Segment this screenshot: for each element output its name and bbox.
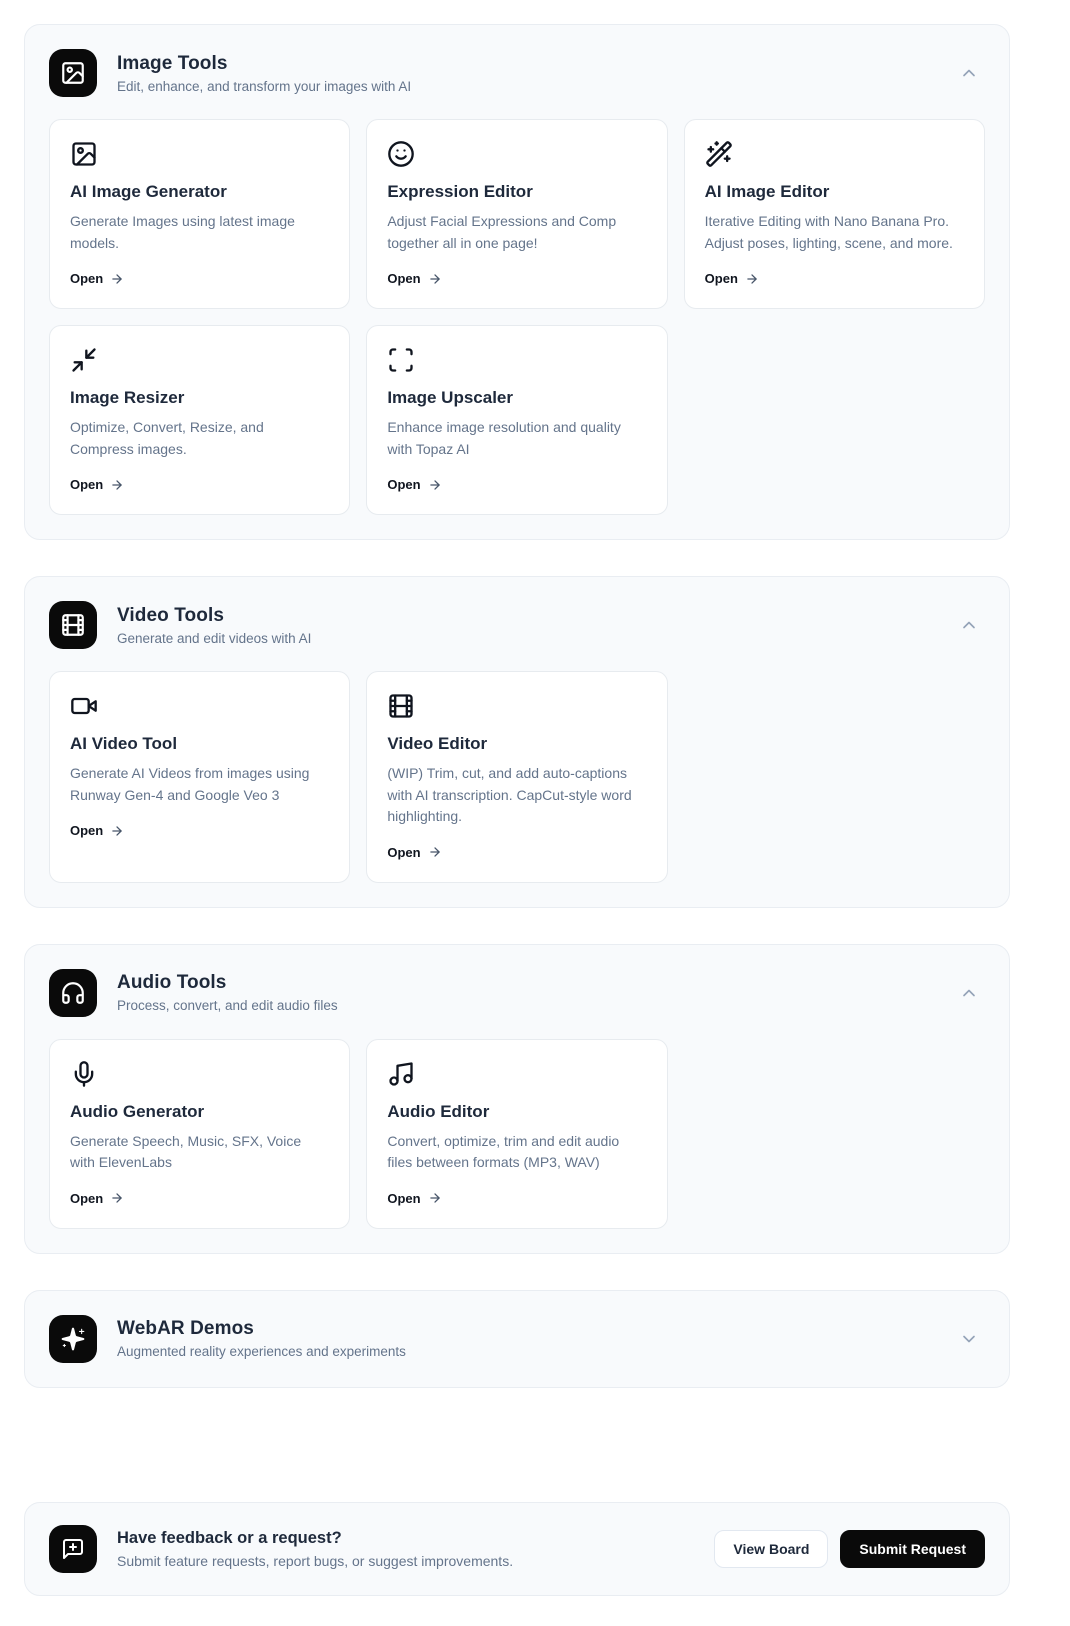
card-image-resizer — [49, 325, 350, 515]
view-board-button[interactable]: View Board — [714, 1530, 828, 1568]
wand-sparkles-icon — [705, 140, 733, 168]
card-title: Image Resizer — [70, 388, 185, 407]
arrow-right-icon — [110, 824, 124, 838]
collapse-section-button[interactable] — [953, 57, 985, 89]
card-title: Image Upscaler — [387, 388, 514, 407]
arrow-right-icon — [110, 272, 124, 286]
video-camera-icon — [70, 692, 98, 720]
minimize-arrows-icon — [70, 346, 98, 374]
open-link[interactable]: Open — [387, 475, 441, 494]
card-title: Video Editor — [387, 734, 488, 753]
open-link[interactable]: Open — [70, 821, 124, 840]
section-title: Image Tools — [117, 52, 228, 74]
card-image-upscaler — [366, 325, 667, 515]
section-title: Video Tools — [117, 604, 225, 626]
card-audio-editor — [366, 1039, 667, 1229]
section-title: Audio Tools — [117, 972, 227, 993]
chevron-up-icon — [959, 615, 979, 635]
feedback-title: Have feedback or a request? — [117, 1528, 342, 1547]
card-description: Generate AI Videos from images using Runway Gen-4 and Google Veo 3 — [70, 765, 310, 803]
section-header-webar-demos — [49, 1315, 985, 1363]
arrow-right-icon — [428, 272, 442, 286]
chevron-up-icon — [959, 63, 979, 83]
video-tools-grid — [49, 671, 985, 883]
card-description: Generate Speech, Music, SFX, Voice with ElevenLabs — [70, 1132, 302, 1170]
headphones-icon — [60, 980, 86, 1006]
image-icon — [70, 140, 98, 168]
card-audio-generator — [49, 1039, 350, 1229]
section-audio-tools — [24, 944, 1010, 1254]
arrow-right-icon — [110, 1191, 124, 1205]
section-video-tools — [24, 576, 1010, 908]
audio-tools-grid — [49, 1039, 985, 1229]
smile-icon — [387, 140, 415, 168]
open-link[interactable]: Open — [70, 269, 124, 288]
music-note-icon — [387, 1060, 415, 1088]
card-description: Adjust Facial Expressions and Comp together all in one page! — [387, 213, 617, 251]
card-ai-image-editor — [684, 119, 985, 309]
collapse-section-button[interactable] — [953, 977, 985, 1009]
section-subtitle: Edit, enhance, and transform your images with AI — [117, 78, 412, 94]
open-link[interactable]: Open — [70, 475, 124, 494]
card-description: Optimize, Convert, Resize, and Compress images. — [70, 419, 264, 457]
card-description: Generate Images using latest image models. — [70, 213, 295, 251]
scan-corners-icon — [387, 346, 415, 374]
arrow-right-icon — [428, 478, 442, 492]
section-header-image-tools — [49, 49, 985, 97]
card-ai-video-tool — [49, 671, 350, 883]
microphone-icon — [70, 1060, 98, 1088]
open-link[interactable]: Open — [387, 269, 441, 288]
card-description: (WIP) Trim, cut, and add auto-captions with AI transcription. CapCut-style word highlighting. — [387, 765, 632, 824]
card-ai-image-generator — [49, 119, 350, 309]
section-image-tools — [24, 24, 1010, 540]
film-icon — [387, 692, 415, 720]
card-title: AI Video Tool — [70, 734, 178, 753]
section-webar-demos — [24, 1290, 1010, 1388]
audio-tools-tile — [49, 969, 97, 1017]
section-subtitle: Generate and edit videos with AI — [117, 630, 312, 646]
card-video-editor — [366, 671, 667, 883]
message-square-plus-icon — [61, 1537, 85, 1561]
collapse-section-button[interactable] — [953, 609, 985, 641]
section-subtitle: Augmented reality experiences and experiments — [117, 1344, 406, 1359]
card-title: AI Image Editor — [704, 182, 830, 201]
card-title: Expression Editor — [387, 182, 533, 201]
section-title: WebAR Demos — [117, 1318, 254, 1339]
card-title: AI Image Generator — [70, 182, 227, 201]
image-tools-grid — [49, 119, 985, 515]
card-description: Convert, optimize, trim and edit audio files between formats (MP3, WAV) — [387, 1132, 620, 1170]
section-header-video-tools — [49, 601, 985, 649]
chevron-down-icon — [959, 1329, 979, 1349]
arrow-right-icon — [428, 845, 442, 859]
sparkles-icon — [60, 1326, 86, 1352]
section-subtitle: Process, convert, and edit audio files — [117, 998, 338, 1013]
arrow-right-icon — [110, 478, 124, 492]
open-link[interactable]: Open — [70, 1189, 124, 1208]
section-header-audio-tools — [49, 969, 985, 1017]
feedback-subtitle: Submit feature requests, report bugs, or suggest improvements. — [117, 1552, 514, 1569]
video-tools-tile — [49, 601, 97, 649]
arrow-right-icon — [428, 1191, 442, 1205]
expand-section-button[interactable] — [953, 1323, 985, 1355]
submit-request-button[interactable]: Submit Request — [840, 1530, 985, 1568]
card-title: Audio Editor — [387, 1101, 490, 1121]
image-tools-tile — [49, 49, 97, 97]
film-icon — [60, 612, 86, 638]
image-icon — [60, 60, 86, 86]
feedback-bar — [24, 1502, 1010, 1596]
open-link[interactable]: Open — [387, 843, 441, 862]
open-link[interactable]: Open — [705, 269, 759, 288]
webar-demos-tile — [49, 1315, 97, 1363]
card-expression-editor — [366, 119, 667, 309]
card-description: Iterative Editing with Nano Banana Pro. Adjust poses, lighting, scene, and more. — [704, 213, 953, 251]
card-title: Audio Generator — [70, 1101, 205, 1121]
card-description: Enhance image resolution and quality with Topaz AI — [387, 419, 621, 457]
arrow-right-icon — [745, 272, 759, 286]
chevron-up-icon — [959, 983, 979, 1003]
open-link[interactable]: Open — [387, 1189, 441, 1208]
feedback-tile — [49, 1525, 97, 1573]
